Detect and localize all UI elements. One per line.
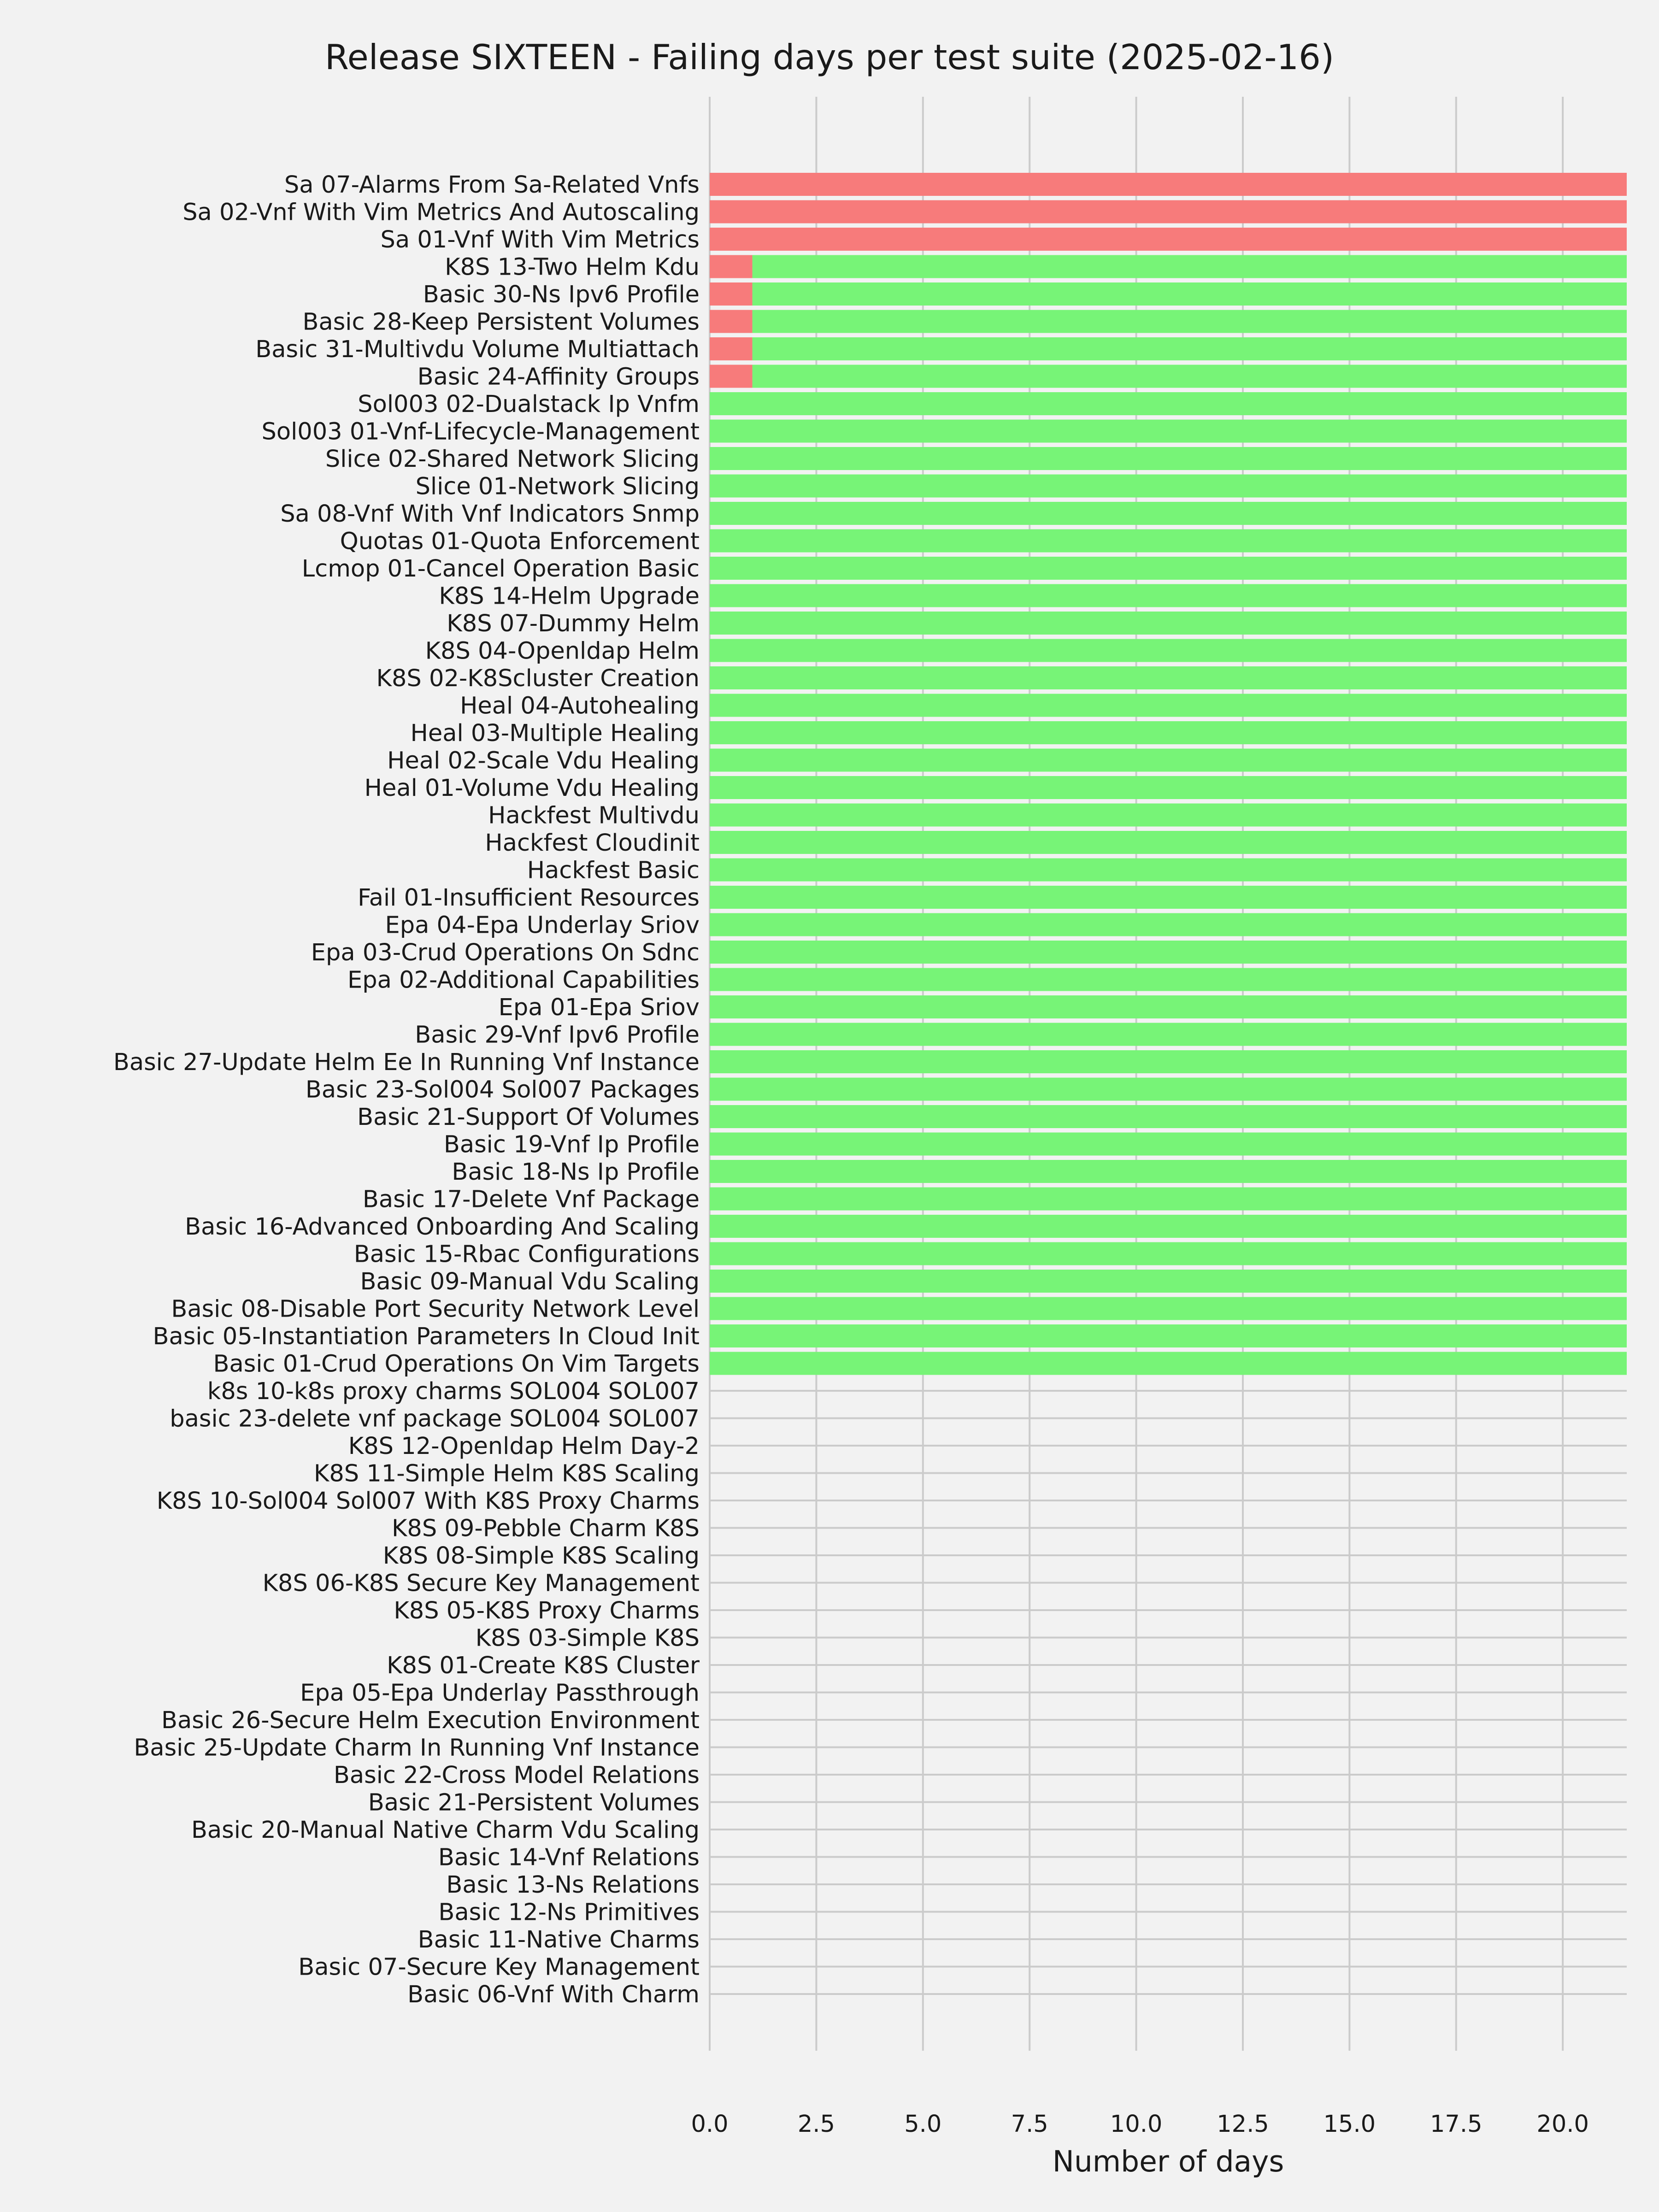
bar-passing [710,1050,1627,1073]
y-tick-label: Basic 14-Vnf Relations [438,1844,700,1871]
bar-passing [710,1270,1627,1293]
x-tick-label: 7.5 [1011,2111,1048,2138]
bar-passing [710,392,1627,415]
x-tick-label: 5.0 [904,2111,942,2138]
bar-passing [710,1188,1627,1211]
bar-passing [710,666,1627,689]
y-tick-label: Sa 01-Vnf With Vim Metrics [380,226,700,253]
y-tick-label: Epa 03-Crud Operations On Sdnc [311,939,700,966]
bar-failing [710,173,1627,196]
y-tick-label: Basic 28-Keep Persistent Volumes [302,308,700,336]
y-tick-label: Sol003 01-Vnf-Lifecycle-Management [261,418,700,446]
y-tick-label: Basic 21-Persistent Volumes [368,1789,700,1817]
x-tick-label: 15.0 [1323,2111,1376,2138]
y-tick-label: K8S 08-Simple K8S Scaling [382,1542,700,1570]
y-tick-label: Hackfest Cloudinit [485,830,700,857]
y-tick-label: Sa 08-Vnf With Vnf Indicators Snmp [280,500,700,528]
bar-passing [710,941,1627,964]
y-tick-label: Basic 06-Vnf With Charm [407,1981,700,2008]
y-tick-label: K8S 04-Openldap Helm [425,637,700,665]
x-tick-label: 2.5 [797,2111,835,2138]
bar-passing [710,1297,1627,1320]
x-tick-labels [691,2111,1588,2138]
y-tick-label: K8S 03-Simple K8S [475,1624,700,1652]
grid-layer [710,97,1627,2051]
y-tick-label: Basic 09-Manual Vdu Scaling [360,1268,700,1295]
y-tick-label: Basic 23-Sol004 Sol007 Packages [305,1076,700,1104]
bar-passing [710,968,1627,991]
x-tick-label: 10.0 [1110,2111,1163,2138]
y-tick-label: Basic 24-Affinity Groups [417,363,700,391]
y-tick-label: Heal 04-Autohealing [460,692,700,720]
x-tick-label: 0.0 [691,2111,729,2138]
y-tick-label: Basic 17-Delete Vnf Package [362,1186,700,1213]
y-tick-label: Basic 21-Support Of Volumes [357,1104,700,1131]
y-tick-label: Hackfest Basic [527,857,700,884]
y-tick-label: K8S 12-Openldap Helm Day-2 [348,1433,700,1460]
y-tick-label: Sa 07-Alarms From Sa-Related Vnfs [284,171,700,199]
bar-passing [710,557,1627,580]
bar-passing [753,365,1627,388]
y-tick-labels [113,171,700,2008]
y-tick-label: K8S 13-Two Helm Kdu [445,253,700,281]
y-tick-label: Heal 02-Scale Vdu Healing [387,747,700,775]
y-tick-label: Basic 27-Update Helm Ee In Running Vnf Instance [113,1049,700,1076]
y-tick-label: K8S 07-Dummy Helm [447,610,700,637]
bar-passing [710,1023,1627,1046]
y-tick-label: Basic 18-Ns Ip Profile [452,1159,700,1186]
x-tick-label: 12.5 [1217,2111,1269,2138]
y-tick-label: K8S 01-Create K8S Cluster [387,1652,700,1679]
y-tick-label: Basic 15-Rbac Configurations [353,1241,700,1268]
bar-passing [710,612,1627,635]
y-tick-label: Basic 25-Update Charm In Running Vnf Instance [134,1734,700,1762]
y-tick-label: Heal 01-Volume Vdu Healing [364,775,700,802]
bar-passing [710,776,1627,799]
bar-failing [710,310,753,333]
y-tick-label: basic 23-delete vnf package SOL004 SOL007 [170,1405,700,1433]
bar-failing [710,337,753,360]
bar-failing [710,228,1627,251]
bar-passing [753,282,1627,306]
bar-passing [710,886,1627,909]
y-tick-label: Sol003 02-Dualstack Ip Vnfm [358,391,700,418]
y-tick-label: Basic 26-Secure Helm Execution Environment [161,1707,700,1734]
y-tick-label: K8S 14-Helm Upgrade [439,582,700,610]
bar-passing [710,584,1627,607]
bar-passing [710,1215,1627,1238]
bar-passing [710,913,1627,936]
bar-passing [753,337,1627,360]
bar-passing [710,804,1627,827]
bar-passing [710,1105,1627,1128]
y-tick-label: K8S 09-Pebble Charm K8S [391,1515,700,1542]
y-tick-label: Quotas 01-Quota Enforcement [340,528,700,555]
y-tick-label: K8S 06-K8S Secure Key Management [262,1570,700,1597]
bar-passing [710,1078,1627,1101]
y-tick-label: Slice 02-Shared Network Slicing [325,446,700,473]
y-tick-label: Basic 31-Multivdu Volume Multiattach [255,336,700,363]
y-tick-label: Fail 01-Insufficient Resources [358,884,700,912]
y-tick-label: Epa 02-Additional Capabilities [347,966,700,994]
bar-passing [710,1242,1627,1265]
y-tick-label: K8S 05-K8S Proxy Charms [394,1597,700,1624]
y-tick-label: K8S 02-K8Scluster Creation [376,665,700,692]
y-tick-label: Basic 05-Instantiation Parameters In Cloud Init [153,1323,700,1350]
bar-passing [710,1133,1627,1156]
y-tick-label: Lcmop 01-Cancel Operation Basic [301,555,700,582]
bar-passing [710,831,1627,854]
y-tick-label: Epa 05-Epa Underlay Passthrough [300,1679,700,1707]
y-tick-label: Basic 19-Vnf Ip Profile [443,1131,700,1159]
bar-failing [710,255,753,278]
bars-layer [710,173,1627,1375]
bar-passing [710,859,1627,882]
bar-passing [710,1324,1627,1347]
bar-passing [710,1352,1627,1375]
y-tick-label: K8S 10-Sol004 Sol007 With K8S Proxy Charms [156,1488,700,1515]
y-tick-label: Basic 08-Disable Port Security Network Level [171,1295,700,1323]
y-tick-label: Basic 29-Vnf Ipv6 Profile [415,1021,700,1049]
bar-failing [710,365,753,388]
bar-passing [710,447,1627,470]
bar-passing [710,721,1627,744]
y-tick-label: Hackfest Multivdu [488,802,700,830]
bar-passing [710,749,1627,772]
bar-passing [710,475,1627,498]
x-tick-label: 20.0 [1536,2111,1589,2138]
y-tick-label: k8s 10-k8s proxy charms SOL004 SOL007 [207,1378,700,1405]
y-tick-label: Basic 22-Cross Model Relations [333,1762,700,1789]
bar-failing [710,200,1627,224]
y-tick-label: Sa 02-Vnf With Vim Metrics And Autoscaling [182,199,700,226]
bar-passing [710,502,1627,525]
bar-passing [710,1160,1627,1183]
y-tick-label: Epa 01-Epa Sriov [498,994,700,1021]
bar-passing [710,995,1627,1018]
bar-passing [710,420,1627,443]
y-tick-label: Basic 30-Ns Ipv6 Profile [423,281,700,308]
y-tick-label: K8S 11-Simple Helm K8S Scaling [313,1460,700,1488]
bar-passing [710,529,1627,553]
y-tick-label: Basic 13-Ns Relations [446,1871,700,1899]
y-tick-label: Basic 16-Advanced Onboarding And Scaling [185,1213,700,1241]
y-tick-label: Basic 11-Native Charms [418,1926,700,1953]
y-tick-label: Basic 20-Manual Native Charm Vdu Scaling [191,1817,700,1844]
y-tick-label: Heal 03-Multiple Healing [410,720,700,747]
y-tick-label: Epa 04-Epa Underlay Sriov [385,912,700,939]
bar-failing [710,282,753,306]
y-tick-label: Basic 12-Ns Primitives [438,1899,700,1926]
bar-passing [753,255,1627,278]
x-tick-label: 17.5 [1430,2111,1483,2138]
y-tick-label: Basic 07-Secure Key Management [298,1953,700,1981]
bar-passing [753,310,1627,333]
bar-passing [710,694,1627,717]
y-tick-label: Basic 01-Crud Operations On Vim Targets [213,1350,700,1378]
chart-title: Release SIXTEEN - Failing days per test suite (2025-02-16) [324,37,1335,77]
x-axis-label: Number of days [1052,2145,1284,2178]
bar-passing [710,639,1627,662]
y-tick-label: Slice 01-Network Slicing [415,473,700,500]
